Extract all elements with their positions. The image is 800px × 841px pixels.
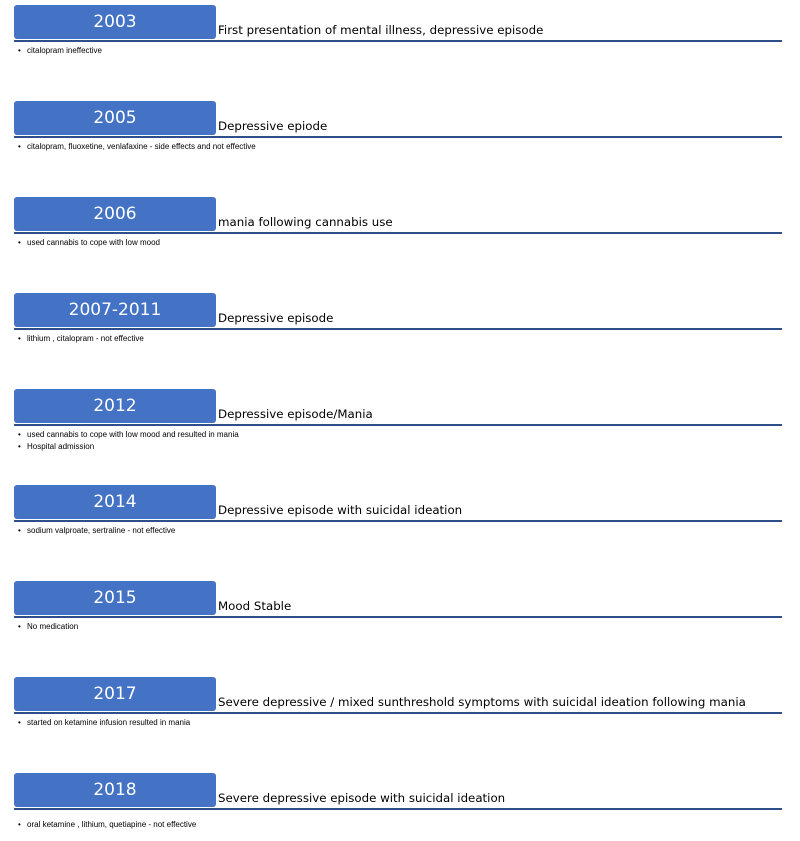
year-box: 2007-2011 [14,293,216,327]
event-title: Severe depressive episode with suicidal ideation [218,791,506,805]
year-box: 2012 [14,389,216,423]
event-title: Depressive epiode [218,119,328,133]
divider-line [14,520,782,522]
note-item [18,333,144,345]
divider-line [14,232,782,234]
note-item [18,717,190,729]
divider-line [14,328,782,330]
note-text: used cannabis to cope with low mood [27,238,160,247]
timeline-entry-2007-2011 [14,293,784,353]
divider-line [14,616,782,618]
event-title: Mood Stable [218,599,292,613]
event-title: Depressive episode [218,311,334,325]
note-list [18,525,175,537]
note-text: sodium valproate, sertraline - not effective [27,526,176,535]
divider-line [14,712,782,714]
note-item [18,819,196,831]
note-list [18,45,102,57]
timeline-entry-2012 [14,389,784,449]
timeline-entry-2017 [14,677,784,737]
note-text: Hospital admission [27,442,95,451]
note-item [18,141,256,153]
year-box: 2003 [14,5,216,39]
bullet-icon: • [18,718,21,727]
year-box: 2017 [14,677,216,711]
divider-line [14,808,782,810]
note-item [18,621,78,633]
note-list [18,717,190,729]
bullet-icon: • [18,334,21,343]
note-text: started on ketamine infusion resulted in mania [27,718,191,727]
bullet-icon: • [18,820,21,829]
timeline-entry-2003 [14,5,784,65]
note-text: oral ketamine , lithium, quetiapine - not effective [27,820,197,829]
year-box: 2006 [14,197,216,231]
divider-line [14,40,782,42]
note-text: citalopram ineffective [27,46,102,55]
divider-line [14,136,782,138]
note-item [18,45,102,57]
year-box: 2014 [14,485,216,519]
bullet-icon: • [18,46,21,55]
bullet-icon: • [18,622,21,631]
timeline-entry-2018 [14,773,784,833]
bullet-icon: • [18,526,21,535]
note-list [18,333,144,345]
year-box: 2005 [14,101,216,135]
bullet-icon: • [18,442,21,451]
note-list [18,141,256,153]
year-box: 2018 [14,773,216,807]
timeline-entry-2014 [14,485,784,545]
note-list [18,429,239,453]
note-text: lithium , citalopram - not effective [27,334,144,343]
note-item [18,237,160,249]
note-list [18,819,196,831]
event-title: Depressive episode/Mania [218,407,373,421]
note-list [18,621,78,633]
timeline-entry-2015 [14,581,784,641]
note-text: used cannabis to cope with low mood and resulted in mania [27,430,239,439]
event-title: mania following cannabis use [218,215,393,229]
bullet-icon: • [18,238,21,247]
event-title: First presentation of mental illness, depressive episode [218,23,544,37]
timeline-entry-2006 [14,197,784,257]
note-item [18,429,239,441]
year-box: 2015 [14,581,216,615]
divider-line [14,424,782,426]
note-item [18,441,239,453]
note-list [18,237,160,249]
bullet-icon: • [18,142,21,151]
note-item [18,525,175,537]
event-title: Depressive episode with suicidal ideation [218,503,463,517]
bullet-icon: • [18,430,21,439]
note-text: citalopram, fluoxetine, venlafaxine - side effects and not effective [27,142,256,151]
timeline-entry-2005 [14,101,784,161]
note-text: No medication [27,622,79,631]
event-title: Severe depressive / mixed sunthreshold symptoms with suicidal ideation following mania [218,695,746,709]
